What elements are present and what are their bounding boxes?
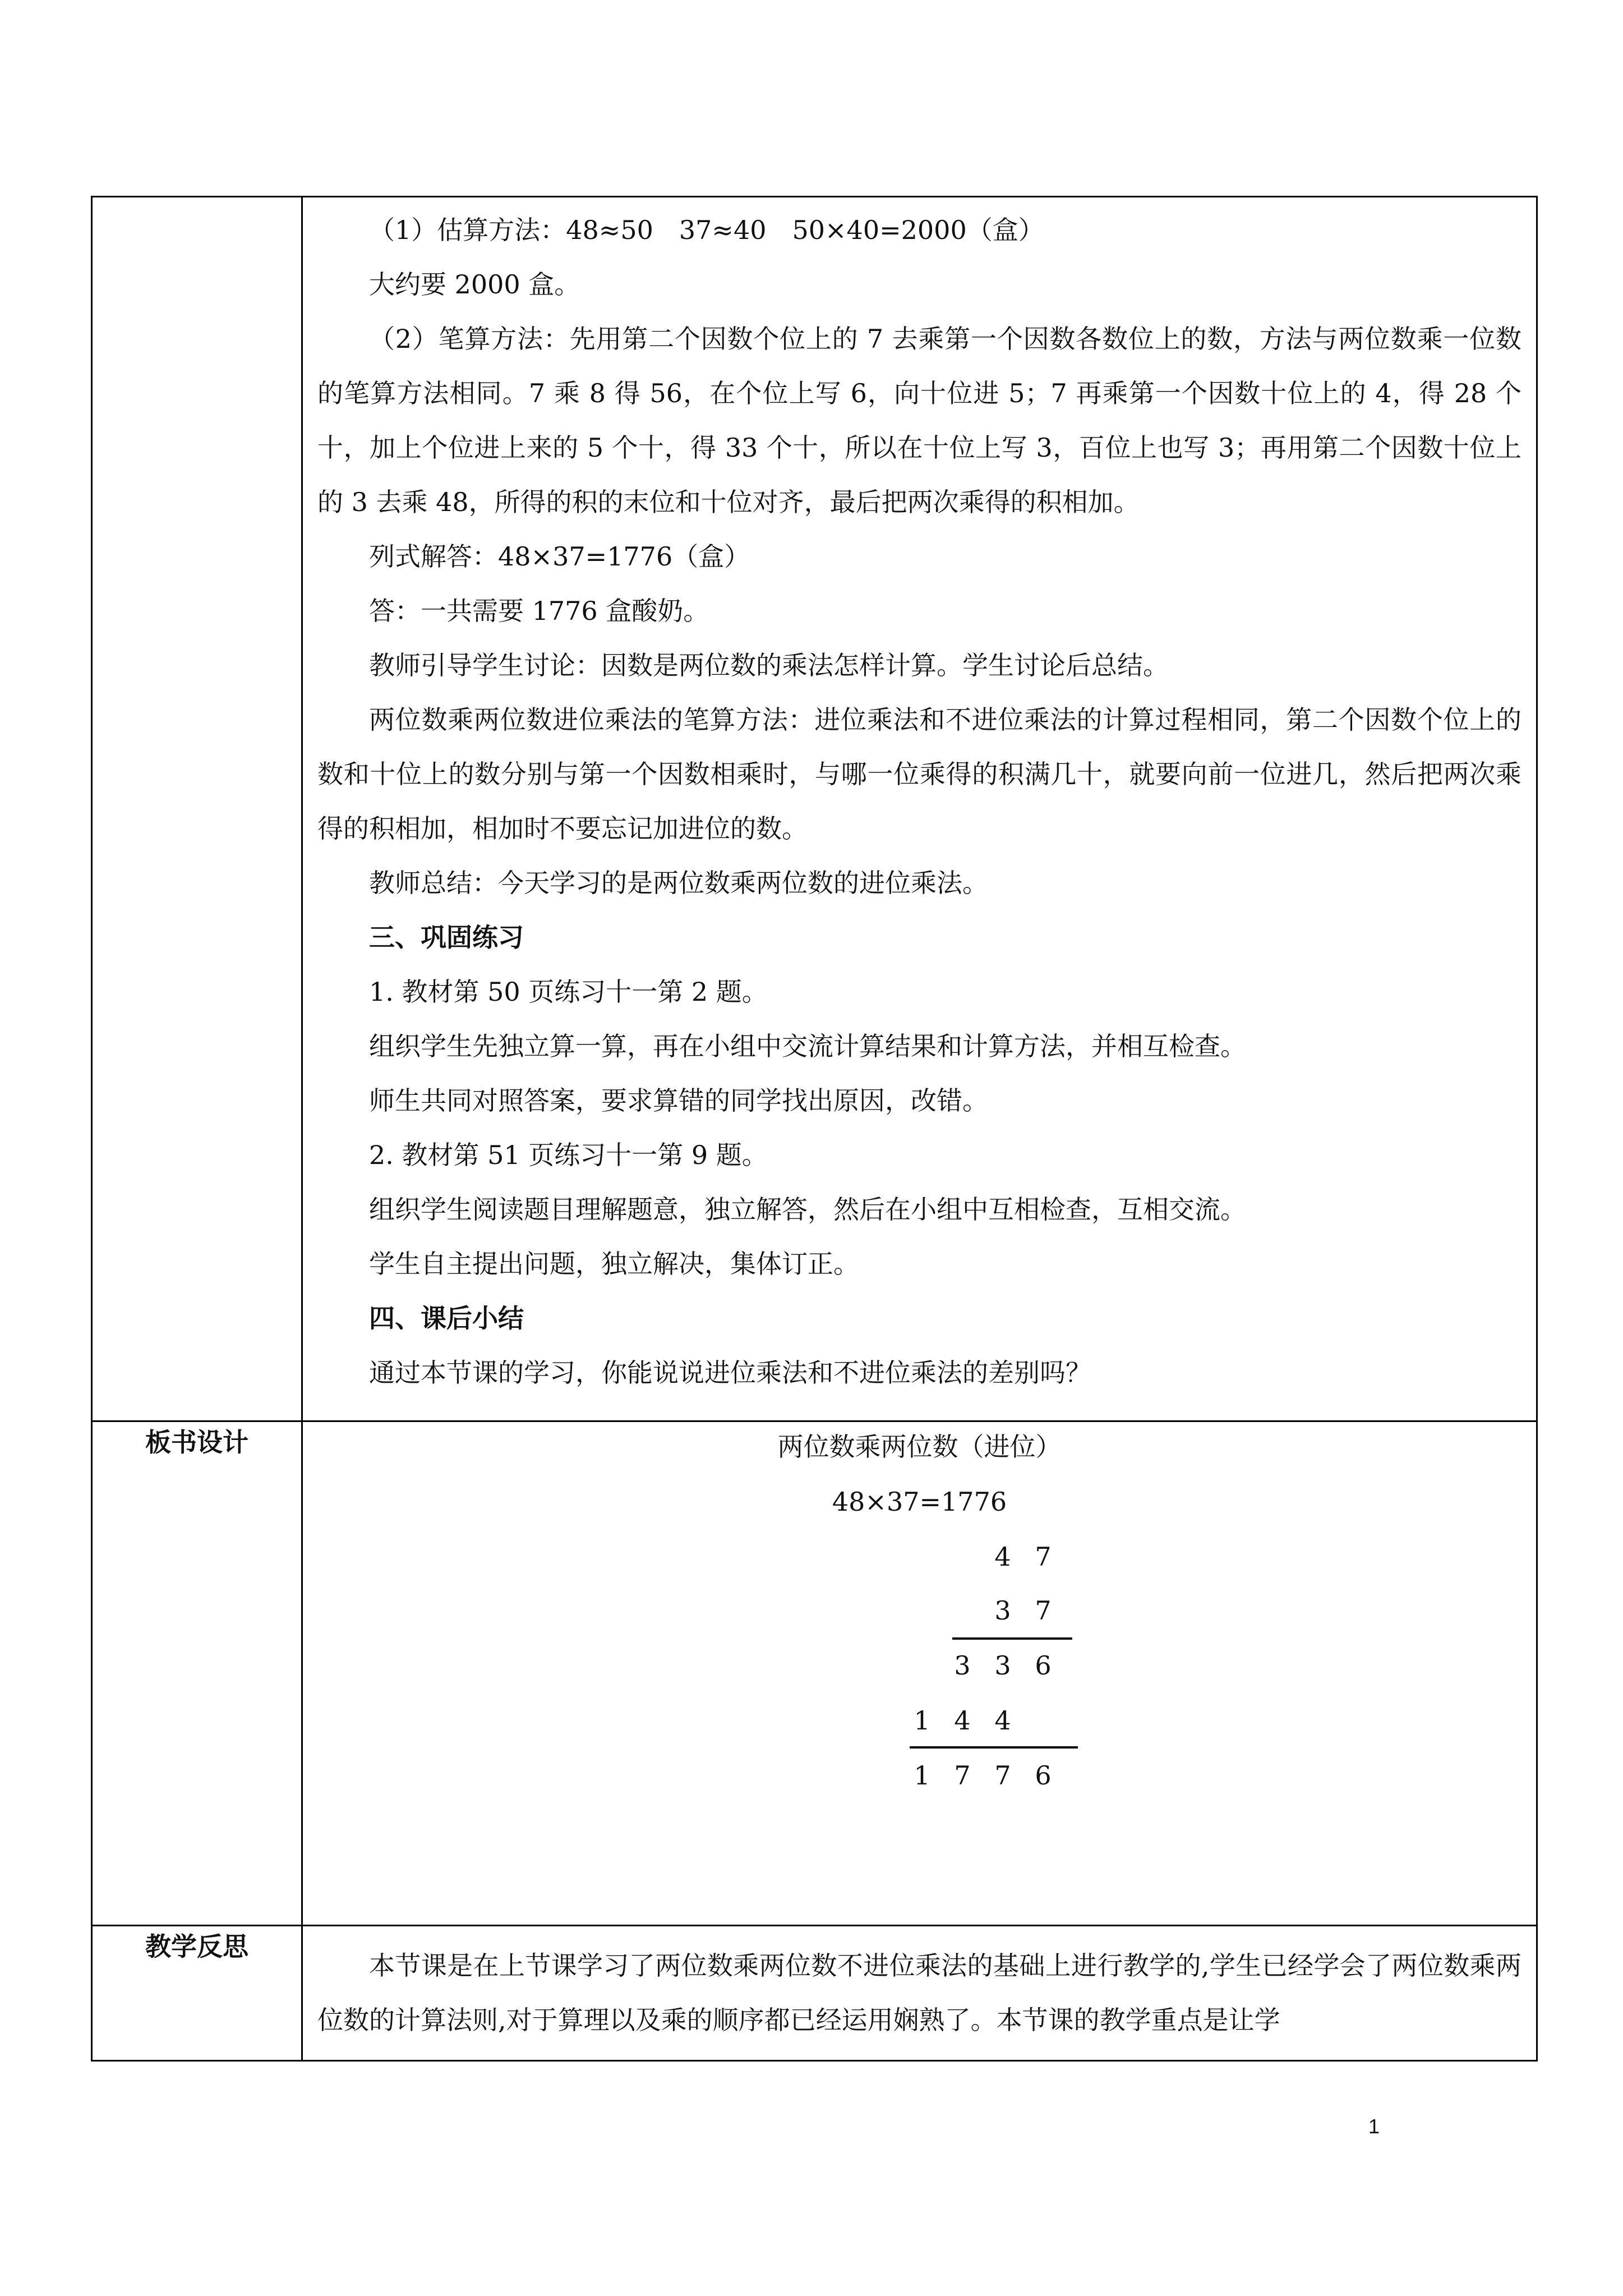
calc-digit: 6: [1035, 1760, 1052, 1791]
board-design-row: [92, 1421, 1537, 1926]
reflection-content-cell: [302, 1926, 1537, 2061]
exercise-item: 师生共同对照答案，要求算错的同学找出原因，改错。: [369, 1085, 988, 1116]
paragraph: 答：一共需要 1776 盒酸奶。: [369, 596, 709, 626]
calc-digit: 3: [994, 1650, 1011, 1681]
calc-digit: 4: [954, 1705, 971, 1736]
board-title: 两位数乘两位数（进位）: [777, 1432, 1062, 1462]
reflection-label: 教学反思: [145, 1931, 248, 1962]
vertical-calculation: [303, 1422, 1536, 1925]
calc-digit: 3: [954, 1650, 971, 1681]
calc-digit: 4: [994, 1705, 1011, 1736]
paragraph: （2）笔算方法：先用第二个因数个位上的 7 去乘第一个因数各数位上的数，方法与两位数乘一位数的笔算方法相同。7 乘 8 得 56，在个位上写 6，向十位进 5；7 再乘第一个因数十位上的 4，得 28 个十，加上个位进上来的 5 个十，得 33 个十，所以在十位上写 3，百位上也写 3；再用第二个因数十位上的 3 去乘 48，所得的积的末位和十位对齐，最后把两次乘得的积相加。: [317, 324, 1521, 517]
exercise-item: 组织学生阅读题目理解题意，独立解答，然后在小组中互相检查，互相交流。: [369, 1194, 1246, 1225]
board-label-cell: [92, 1421, 302, 1926]
reflection-row: [92, 1926, 1537, 2061]
board-equation: 48×37=1776: [832, 1487, 1007, 1517]
calc-digit: 7: [994, 1760, 1011, 1791]
calc-digit: 7: [954, 1760, 971, 1791]
calc-digit: 6: [1035, 1650, 1052, 1681]
process-label-cell: [92, 197, 302, 1421]
process-content-cell: [302, 197, 1537, 1421]
summary-text: 通过本节课的学习，你能说说进位乘法和不进位乘法的差别吗？: [369, 1358, 1091, 1388]
paragraph: 两位数乘两位数进位乘法的笔算方法：进位乘法和不进位乘法的计算过程相同，第二个因数个位上的数和十位上的数分别与第一个因数相乘时，与哪一位乘得的积满几十，就要向前一位进几，然后把两次乘得的积相加，相加时不要忘记加进位的数。: [317, 705, 1521, 844]
section-heading-summary: 四、课后小结: [369, 1303, 524, 1333]
paragraph: 列式解答：48×37=1776（盒）: [369, 541, 750, 572]
calc-digit: 1: [914, 1760, 930, 1791]
reflection-text: 本节课是在上节课学习了两位数乘两位数不进位乘法的基础上进行教学的,学生已经学会了两位数乘两位数的计算法则,对于算理以及乘的顺序都已经运用娴熟了。本节课的教学重点是让学: [317, 1950, 1521, 2035]
board-design: [303, 1422, 1536, 1925]
calc-digit: 7: [1035, 1542, 1052, 1572]
exercise-item: 1. 教材第 50 页练习十一第 2 题。: [369, 977, 768, 1007]
exercise-item: 组织学生先独立算一算，再在小组中交流计算结果和计算方法，并相互检查。: [369, 1031, 1246, 1061]
lesson-plan-table: [91, 196, 1538, 2062]
process-row: [92, 197, 1537, 1421]
calc-rule: [910, 1746, 1078, 1749]
paragraph: （1）估算方法：48≈50 37≈40 50×40=2000（盒）: [369, 215, 1044, 245]
reflection-label-cell: [92, 1926, 302, 2061]
exercise-item: 学生自主提出问题，独立解决，集体订正。: [369, 1249, 859, 1279]
board-content-cell: [302, 1421, 1537, 1926]
section-heading-practice: 三、巩固练习: [369, 922, 524, 953]
paragraph: 教师引导学生讨论：因数是两位数的乘法怎样计算。学生讨论后总结。: [369, 650, 1169, 680]
calc-digit: 4: [994, 1542, 1011, 1572]
board-label: 板书设计: [145, 1427, 248, 1457]
exercise-item: 2. 教材第 51 页练习十一第 9 题。: [369, 1140, 768, 1170]
paragraph: 大约要 2000 盒。: [369, 269, 580, 300]
calc-digit: 7: [1035, 1595, 1052, 1626]
calc-rule: [952, 1637, 1072, 1640]
page-number: 1: [1368, 2115, 1380, 2138]
calc-digit: 1: [914, 1705, 930, 1736]
calc-digit: 3: [994, 1595, 1011, 1626]
paragraph: 教师总结：今天学习的是两位数乘两位数的进位乘法。: [369, 868, 988, 898]
